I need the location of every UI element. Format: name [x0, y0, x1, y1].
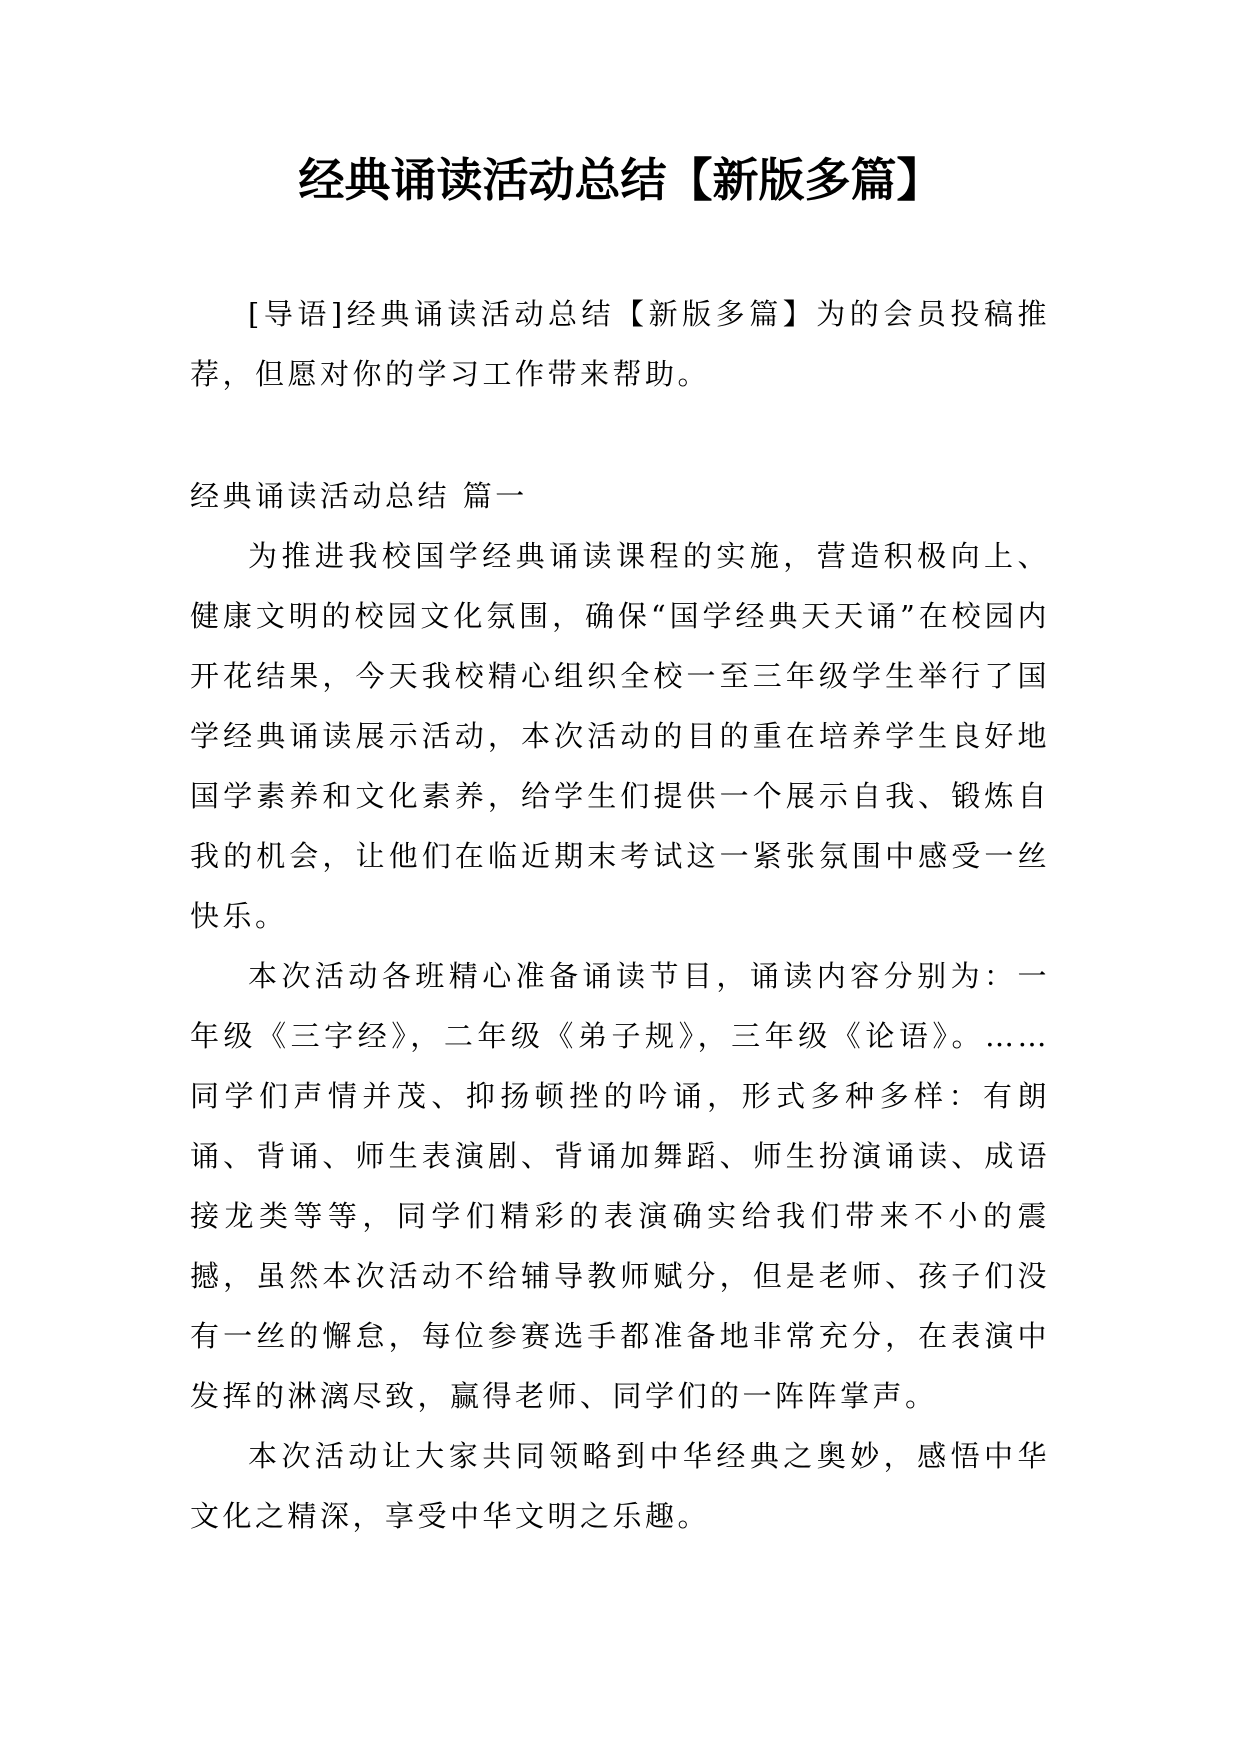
- section-spacer: [190, 404, 1050, 466]
- section-heading: 经典诵读活动总结 篇一: [190, 479, 528, 513]
- intro-paragraph: [导语]经典诵读活动总结【新版多篇】为的会员投稿推荐，但愿对你的学习工作带来帮助。: [190, 297, 1050, 391]
- body-paragraph-1: 为推进我校国学经典诵读课程的实施，营造积极向上、健康文明的校园文化氛围，确保“国学经典天天诵”在校园内开花结果，今天我校精心组织全校一至三年级学生举行了国学经典诵读展示活动，本次活动的目的重在培养学生良好地国学素养和文化素养，给学生们提供一个展示自我、锻炼自我的机会，让他们在临近期末考试这一紧张氛围中感受一丝快乐。: [190, 539, 1050, 933]
- body-paragraph-3: 本次活动让大家共同领略到中华经典之奥妙，感悟中华文化之精深，享受中华文明之乐趣。: [190, 1439, 1050, 1533]
- body-paragraph-2: 本次活动各班精心准备诵读节目，诵读内容分别为：一年级《三字经》，二年级《弟子规》，三年级《论语》。……同学们声情并茂、抑扬顿挫的吟诵，形式多种多样：有朗诵、背诵、师生表演剧、背诵加舞蹈、师生扮演诵读、成语接龙类等等，同学们精彩的表演确实给我们带来不小的震撼，虽然本次活动不给辅导教师赋分，但是老师、孩子们没有一丝的懈怠，每位参赛选手都准备地非常充分，在表演中发挥的淋漓尽致，赢得老师、同学们的一阵阵掌声。: [190, 959, 1050, 1413]
- document-body: [190, 284, 1050, 1546]
- document-title: 经典诵读活动总结【新版多篇】: [298, 153, 943, 207]
